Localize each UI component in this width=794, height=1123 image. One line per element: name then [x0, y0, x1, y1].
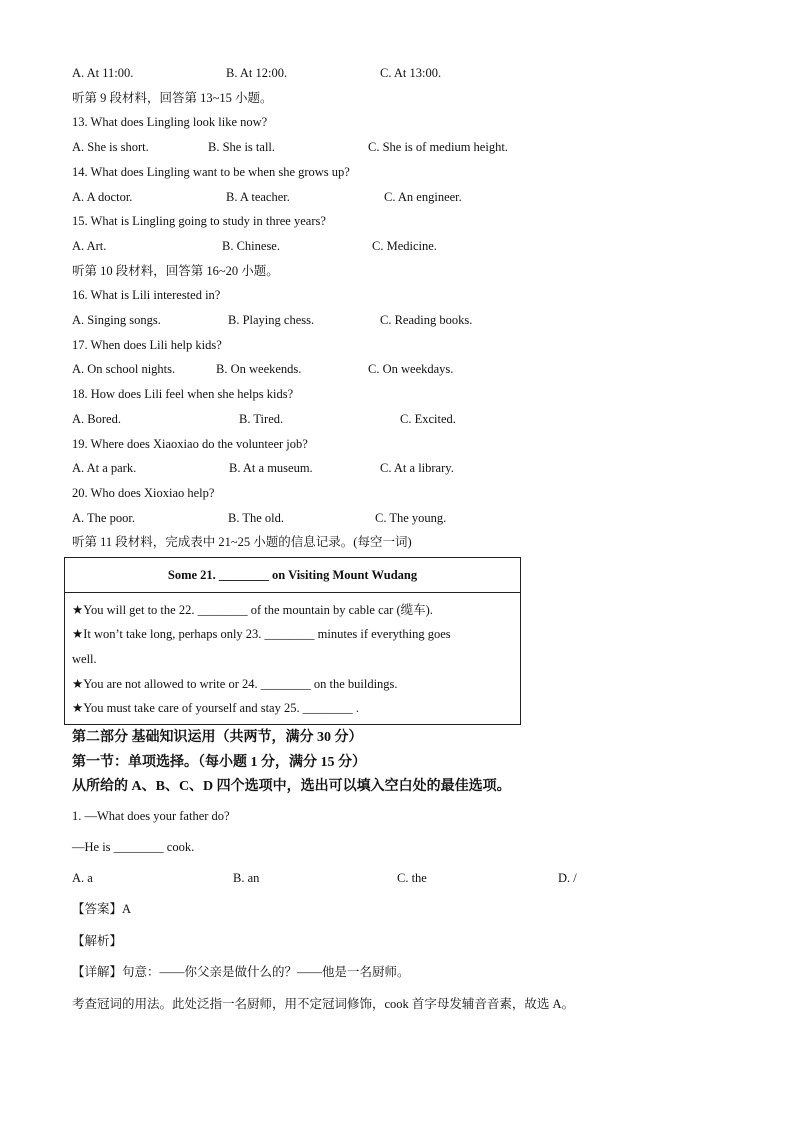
option-b: B. an: [233, 871, 260, 885]
table-row: ★You are not allowed to write or 24. ________ on the buildings.: [72, 677, 398, 691]
question-1: 1. —What does your father do?: [72, 809, 230, 823]
option-d: D. /: [558, 871, 577, 885]
question-19: 19. Where does Xiaoxiao do the volunteer job?: [72, 437, 308, 451]
answer-label: 【答案】A: [72, 902, 132, 916]
option-c: C. She is of medium height.: [368, 140, 508, 154]
info-table: [64, 557, 521, 725]
option-c: C. At a library.: [380, 461, 454, 475]
answer-line: —He is ________ cook.: [72, 840, 195, 854]
part-title: 第二部分 基础知识运用（共两节，满分 30 分）: [72, 730, 363, 745]
option-b: B. At a museum.: [229, 461, 313, 475]
table-title: Some 21. ________ on Visiting Mount Wudang: [65, 558, 520, 593]
section-title: 第一节：单项选择。（每小题 1 分，满分 15 分）: [72, 755, 366, 770]
option-c: C. On weekdays.: [368, 362, 454, 376]
option-c: C. An engineer.: [384, 190, 462, 204]
explanation-text: 考查冠词的用法。此处泛指一名厨师，用不定冠词修饰，cook 首字母发辅音音素，故选 A。: [72, 997, 575, 1011]
question-15: 15. What is Lingling going to study in three years?: [72, 214, 326, 228]
option-b: B. Tired.: [239, 412, 284, 426]
question-13: 13. What does Lingling look like now?: [72, 115, 268, 129]
option-b: B. On weekends.: [216, 362, 302, 376]
table-row: ★You must take care of yourself and stay 25. ________ .: [72, 701, 359, 715]
table-row: well.: [72, 652, 97, 666]
option-a: A. Bored.: [72, 412, 121, 426]
option-a: A. Singing songs.: [72, 313, 161, 327]
option-c: C. Reading books.: [380, 313, 473, 327]
option-b: B. At 12:00.: [226, 66, 288, 80]
question-20: 20. Who does Xioxiao help?: [72, 486, 215, 500]
detail-text: 【详解】句意：——你父亲是做什么的？——他是一名厨师。: [72, 965, 410, 979]
option-c: C. The young.: [375, 511, 447, 525]
option-a: A. At a park.: [72, 461, 137, 475]
question-17: 17. When does Lili help kids?: [72, 338, 222, 352]
option-b: B. Playing chess.: [228, 313, 315, 327]
option-b: B. Chinese.: [222, 239, 280, 253]
option-b: B. She is tall.: [208, 140, 276, 154]
option-c: C. the: [397, 871, 427, 885]
option-a: A. She is short.: [72, 140, 149, 154]
table-row: ★You will get to the 22. ________ of the mountain by cable car (缆车).: [72, 603, 433, 617]
question-18: 18. How does Lili feel when she helps kids?: [72, 387, 294, 401]
section-heading: 听第 10 段材料，回答第 16~20 小题。: [72, 264, 279, 278]
option-c: C. Medicine.: [372, 239, 437, 253]
option-b: B. A teacher.: [226, 190, 290, 204]
table-row: ★It won’t take long, perhaps only 23. ________ minutes if everything goes: [72, 627, 451, 641]
section-heading: 听第 11 段材料，完成表中 21~25 小题的信息记录。(每空一词): [72, 535, 412, 549]
question-16: 16. What is Lili interested in?: [72, 288, 221, 302]
option-b: B. The old.: [228, 511, 285, 525]
option-a: A. The poor.: [72, 511, 135, 525]
section-heading: 听第 9 段材料，回答第 13~15 小题。: [72, 91, 273, 105]
option-c: C. Excited.: [400, 412, 456, 426]
option-a: A. Art.: [72, 239, 107, 253]
option-c: C. At 13:00.: [380, 66, 442, 80]
option-a: A. a: [72, 871, 93, 885]
option-a: A. On school nights.: [72, 362, 176, 376]
question-14: 14. What does Lingling want to be when she grows up?: [72, 165, 350, 179]
analysis-label: 【解析】: [72, 934, 123, 948]
instructions: 从所给的 A、B、C、D 四个选项中，选出可以填入空白处的最佳选项。: [72, 779, 511, 794]
option-a: A. A doctor.: [72, 190, 133, 204]
option-a: A. At 11:00.: [72, 66, 134, 80]
